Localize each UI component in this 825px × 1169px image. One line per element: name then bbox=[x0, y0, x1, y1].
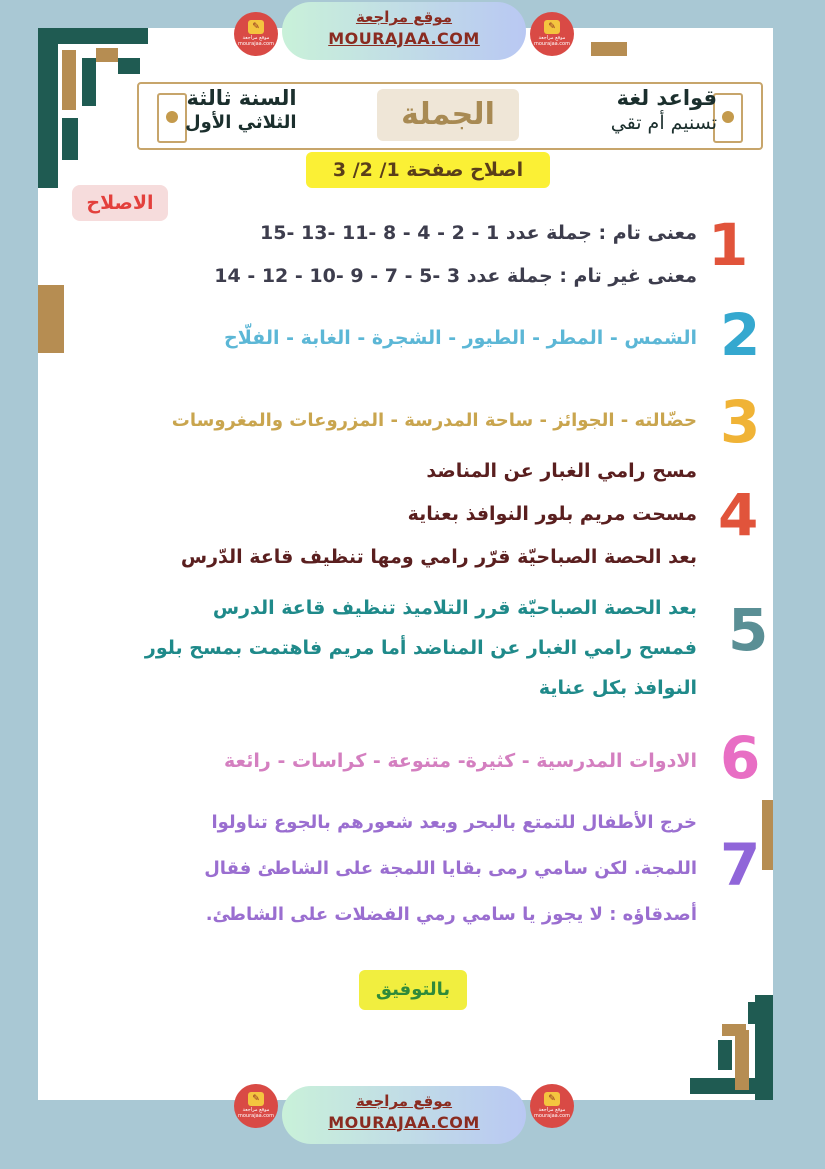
exercise-answer-line: معنى غير تام : جملة عدد 3 -5 - 7 - 9 -10 - 12 - 14 bbox=[214, 265, 697, 287]
lesson-title: الجملة bbox=[377, 89, 519, 141]
exercise-number: 1 bbox=[708, 211, 749, 279]
corner-ornament-bar bbox=[62, 50, 76, 110]
corner-ornament-bar bbox=[735, 1030, 749, 1090]
corner-ornament-bar bbox=[118, 58, 140, 74]
exercise-number: 7 bbox=[720, 831, 761, 899]
corner-ornament-bar bbox=[96, 48, 118, 62]
site-name-ar[interactable]: موقع مراجعة bbox=[355, 1092, 453, 1110]
grade: السنة ثالثة bbox=[186, 86, 297, 110]
corner-ornament-bar bbox=[718, 1040, 732, 1070]
exercise-answer-line: مسح رامي الغبار عن المناضد bbox=[426, 460, 697, 482]
corner-ornament-bar bbox=[82, 58, 96, 106]
exercise-answer-line: الادوات المدرسية - كثيرة- متنوعة - كراسات - رائعة bbox=[224, 750, 697, 772]
exercise-answer-line: بعد الحصة الصباحيّة قرر التلاميذ تنظيف قاعة الدرس bbox=[212, 597, 697, 619]
site-logo-left: ✎ موقع مراجعة mourajaa.com bbox=[234, 1084, 278, 1128]
book-icon: ✎ bbox=[248, 20, 264, 34]
exercise-answer-line: خرج الأطفال للتمتع بالبحر وبعد شعورهم بالجوع تناولوا bbox=[211, 812, 697, 833]
site-logo-right: ✎ موقع مراجعة mourajaa.com bbox=[530, 12, 574, 56]
book-icon: ✎ bbox=[544, 20, 560, 34]
grade-block bbox=[185, 86, 297, 133]
exercise-answer-line: حضّالته - الجوائز - ساحة المدرسة - المزروعات والمغروسات bbox=[171, 410, 697, 431]
closing-note: بالتوفيق bbox=[359, 970, 467, 1010]
side-ornament-left bbox=[38, 285, 64, 353]
corner-ornament-bar bbox=[748, 1002, 762, 1024]
subject-block bbox=[611, 86, 717, 134]
corner-ornament-bar bbox=[722, 1024, 746, 1036]
site-watermark-top[interactable] bbox=[282, 2, 526, 60]
site-domain[interactable]: MOURAJAA.COM bbox=[328, 1113, 480, 1132]
corner-ornament-top-left bbox=[38, 28, 58, 188]
book-icon: ✎ bbox=[544, 1092, 560, 1106]
term: الثلاثي الأول bbox=[185, 112, 297, 133]
exercise-number: 6 bbox=[720, 724, 761, 792]
site-watermark-bottom[interactable] bbox=[282, 1086, 526, 1144]
lesson-header bbox=[137, 82, 763, 150]
top-ornament-right bbox=[591, 42, 627, 56]
correction-pages-label: اصلاح صفحة 1/ 2/ 3 bbox=[306, 152, 550, 188]
corner-ornament-bar bbox=[38, 28, 148, 44]
side-ornament-right bbox=[762, 800, 773, 870]
header-ornament-left bbox=[157, 93, 187, 143]
exercise-answer-line: الشمس - المطر - الطيور - الشجرة - الغابة - الفلّاح bbox=[224, 327, 697, 349]
exercise-number: 5 bbox=[728, 596, 769, 664]
exercise-number: 3 bbox=[720, 388, 761, 456]
subject: قواعد لغة bbox=[616, 86, 717, 110]
exercise-number: 2 bbox=[720, 301, 761, 369]
exercise-answer-line: مسحت مريم بلور النوافذ بعناية bbox=[407, 503, 697, 525]
site-logo-right: ✎ موقع مراجعة mourajaa.com bbox=[530, 1084, 574, 1128]
exercise-answer-line: فمسح رامي الغبار عن المناضد أما مريم فاهتمت بمسح بلور bbox=[144, 637, 697, 659]
book-icon: ✎ bbox=[248, 1092, 264, 1106]
site-logo-left: ✎ موقع مراجعة mourajaa.com bbox=[234, 12, 278, 56]
exercise-answer-line: أصدقاؤه : لا يجوز يا سامي رمي الفضلات على الشاطئ. bbox=[205, 904, 697, 925]
exercise-number: 4 bbox=[718, 481, 759, 549]
corner-ornament-bar bbox=[62, 118, 78, 160]
exercise-answer-line: بعد الحصة الصباحيّة قرّر رامي ومها تنظيف قاعة الدّرس bbox=[180, 546, 697, 568]
site-domain[interactable]: MOURAJAA.COM bbox=[328, 29, 480, 48]
exercise-answer-line: اللمجة. لكن سامي رمى بقايا اللمجة على الشاطئ فقال bbox=[204, 858, 697, 879]
exercise-answer-line: النوافذ بكل عناية bbox=[538, 677, 697, 699]
book-name: تسنيم أم تقي bbox=[610, 112, 717, 134]
exercise-answer-line: معنى تام : جملة عدد 1 - 2 - 4 - 8 -11 -13 -15 bbox=[260, 222, 697, 244]
header-ornament-right bbox=[713, 93, 743, 143]
site-name-ar[interactable]: موقع مراجعة bbox=[355, 8, 453, 26]
section-heading: الاصلاح bbox=[72, 185, 168, 221]
corner-ornament-bar bbox=[690, 1078, 773, 1094]
